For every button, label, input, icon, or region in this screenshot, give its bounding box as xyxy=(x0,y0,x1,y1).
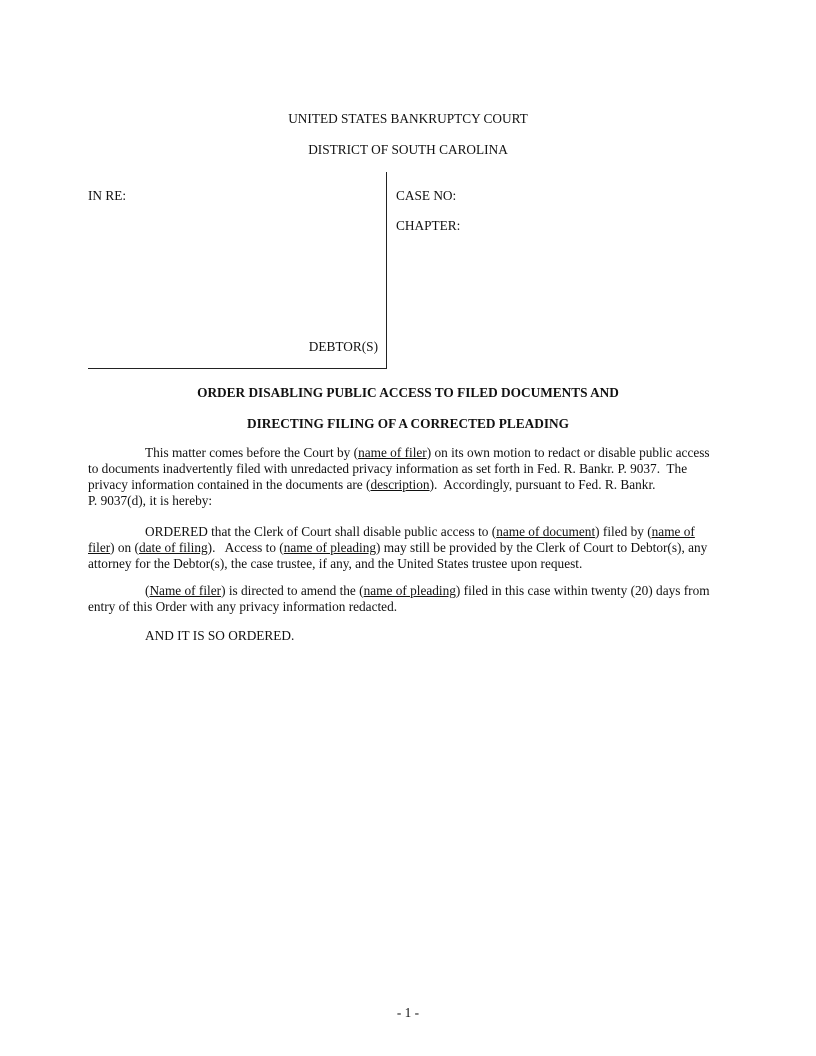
text-segment: ) filed by ( xyxy=(595,524,652,539)
paragraph-1-line xyxy=(88,493,212,509)
fill-in-placeholder: Name of filer xyxy=(149,583,222,598)
text-segment: ) on its own motion to redact or disable public access xyxy=(426,445,710,460)
text-segment: ) on ( xyxy=(110,540,139,555)
fill-in-placeholder: filer xyxy=(88,540,111,555)
paragraph-2-line xyxy=(88,540,707,556)
chapter-label: CHAPTER: xyxy=(396,218,461,233)
text-segment: privacy information contained in the documents are ( xyxy=(88,477,371,492)
text-segment: ) may still be provided by the Clerk of Court to Debtor(s), any xyxy=(376,540,708,555)
paragraph-3-line xyxy=(145,583,710,599)
debtor-label: DEBTOR(S) xyxy=(308,339,378,354)
caption-horizontal-divider xyxy=(88,368,387,369)
fill-in-placeholder: name of xyxy=(651,524,695,539)
fill-in-placeholder: name of document xyxy=(496,524,596,539)
caption-vertical-divider xyxy=(386,172,387,369)
paragraph-2-line xyxy=(145,524,695,540)
page-number: - 1 - xyxy=(396,1005,420,1020)
text-segment: ORDERED that the Clerk of Court shall disable public access to ( xyxy=(145,524,497,539)
text-segment: This matter comes before the Court by ( xyxy=(145,445,359,460)
in-re-label: IN RE: xyxy=(88,188,127,203)
text-segment: to documents inadvertently filed with unredacted privacy information as set forth in Fed. R. Bankr. P. 9037. The xyxy=(88,461,688,476)
fill-in-placeholder: date of filing xyxy=(138,540,208,555)
text-segment: AND IT IS SO ORDERED. xyxy=(145,628,295,643)
text-segment: ). Accordingly, pursuant to Fed. R. Bankr. xyxy=(429,477,656,492)
text-segment: P. 9037(d), it is hereby: xyxy=(88,493,213,508)
paragraph-1-line xyxy=(145,445,710,461)
order-title-line-1: ORDER DISABLING PUBLIC ACCESS TO FILED DOCUMENTS AND xyxy=(197,385,619,400)
fill-in-placeholder: name of pleading xyxy=(363,583,456,598)
text-segment: ) is directed to amend the ( xyxy=(221,583,364,598)
paragraph-3-line xyxy=(88,599,397,615)
fill-in-placeholder: name of filer xyxy=(358,445,427,460)
fill-in-placeholder: name of pleading xyxy=(283,540,377,555)
text-segment: ). Access to ( xyxy=(207,540,284,555)
paragraph-1-line xyxy=(88,477,655,493)
paragraph-4-line xyxy=(145,628,294,644)
text-segment: ) filed in this case within twenty (20) days from xyxy=(455,583,710,598)
text-segment: ( xyxy=(145,583,150,598)
paragraph-1-line xyxy=(88,461,687,477)
order-title-line-2: DIRECTING FILING OF A CORRECTED PLEADING xyxy=(246,416,569,431)
case-no-label: CASE NO: xyxy=(396,188,457,203)
district-name: DISTRICT OF SOUTH CAROLINA xyxy=(308,142,508,157)
fill-in-placeholder: description xyxy=(370,477,430,492)
text-segment: attorney for the Debtor(s), the case trustee, if any, and the United States trustee upon request. xyxy=(88,556,583,571)
text-segment: entry of this Order with any privacy information redacted. xyxy=(88,599,398,614)
court-name: UNITED STATES BANKRUPTCY COURT xyxy=(288,111,528,126)
paragraph-2-line xyxy=(88,556,582,572)
